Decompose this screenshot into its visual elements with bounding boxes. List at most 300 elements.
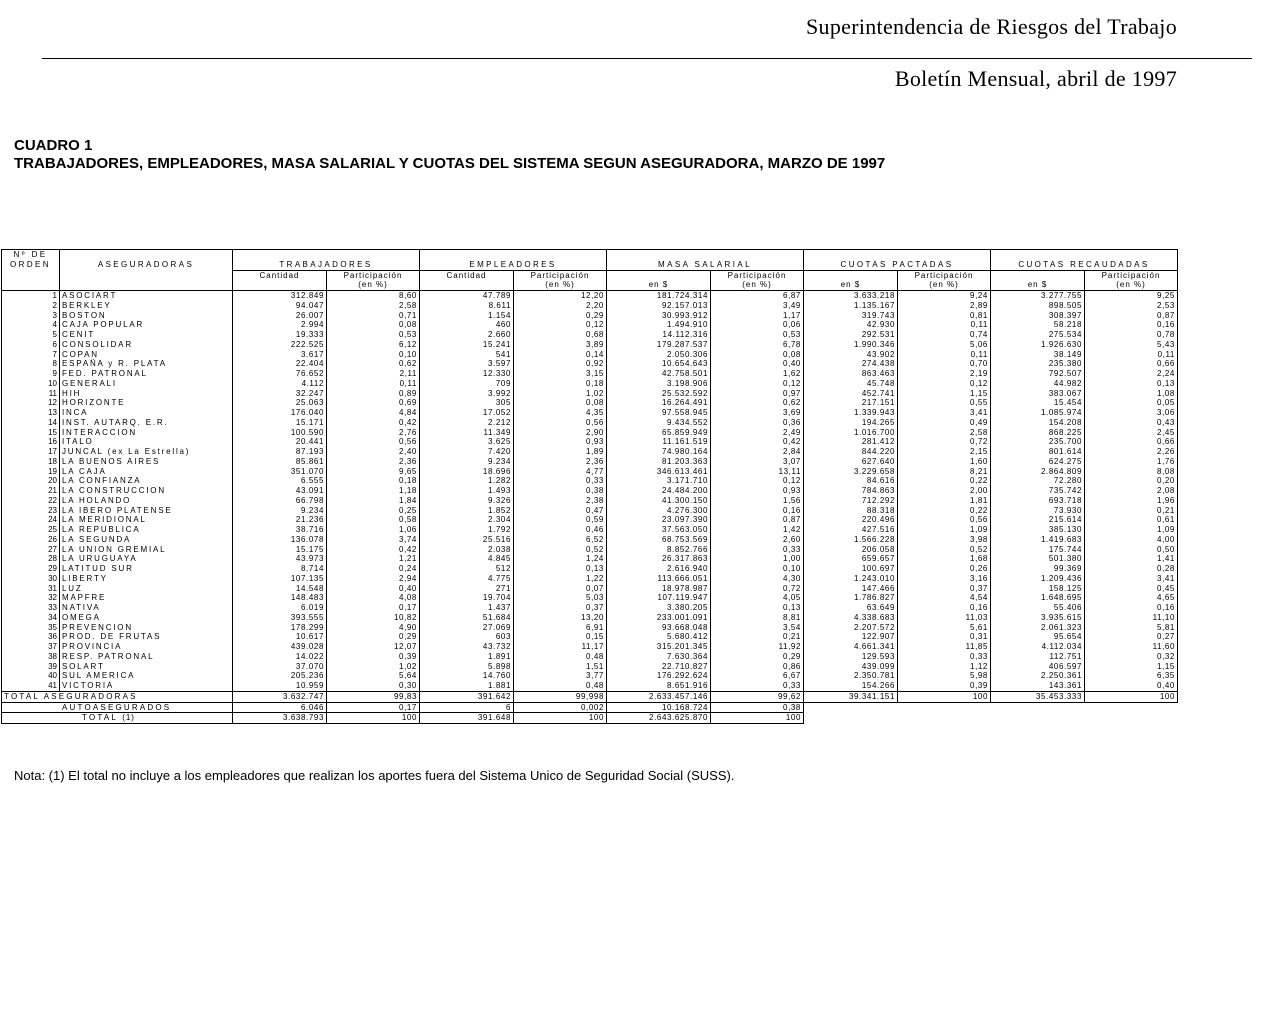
- cell-t-p: 0,71: [327, 311, 420, 321]
- cell-m-p: 4,05: [711, 593, 804, 603]
- cell-cr-s: 112.751: [991, 652, 1085, 662]
- cell-e-p: 4,77: [514, 467, 607, 477]
- cell-cp-p: 8,21: [898, 467, 991, 477]
- cell-e-p: 2,90: [514, 428, 607, 438]
- cell-e-p: 0,59: [514, 515, 607, 525]
- table-row: [2, 632, 1178, 642]
- cell-cp-p: 0,56: [898, 515, 991, 525]
- cell-t-c: 43.973: [233, 554, 327, 564]
- cell: 3.632.747: [233, 691, 327, 702]
- cell-cr-p: 2,26: [1085, 447, 1178, 457]
- cell-cr-p: 0,27: [1085, 632, 1178, 642]
- row-number: 21: [2, 486, 60, 496]
- cell-m-s: 11.161.519: [607, 437, 711, 447]
- cell-m-s: 18.978.987: [607, 584, 711, 594]
- cell-t-c: 20.441: [233, 437, 327, 447]
- cell-e-p: 0,48: [514, 652, 607, 662]
- cell-cp-p: 0,74: [898, 330, 991, 340]
- aseguradora-name: ASOCIART: [60, 291, 233, 301]
- cell-m-s: 8.852.766: [607, 545, 711, 555]
- cell-m-s: 14.112.316: [607, 330, 711, 340]
- cell-e-c: 305: [420, 398, 514, 408]
- cell-m-s: 16.264.491: [607, 398, 711, 408]
- cell-cr-p: 6,35: [1085, 671, 1178, 681]
- cell-cr-p: 3,06: [1085, 408, 1178, 418]
- cell-e-c: 18.696: [420, 467, 514, 477]
- cell-cp-s: 452.741: [804, 389, 898, 399]
- cell-cr-p: 0,66: [1085, 437, 1178, 447]
- row-number: 28: [2, 554, 60, 564]
- cell-m-s: 3.380.205: [607, 603, 711, 613]
- sub-en-pct: (en %): [711, 280, 804, 290]
- cell-t-c: 222.525: [233, 340, 327, 350]
- total-label: [2, 713, 233, 724]
- cell-cr-p: 1,15: [1085, 662, 1178, 672]
- aseguradora-name: INCA: [60, 408, 233, 418]
- cell-t-p: 2,76: [327, 428, 420, 438]
- cell-t-p: 1,18: [327, 486, 420, 496]
- sub-participacion: Participación: [711, 270, 804, 280]
- row-number: 11: [2, 389, 60, 399]
- cell: 35.453.333: [991, 691, 1085, 702]
- cell-cr-p: 1,09: [1085, 525, 1178, 535]
- row-number: 9: [2, 369, 60, 379]
- cell-m-p: 0,87: [711, 515, 804, 525]
- cuadro-title: TRABAJADORES, EMPLEADORES, MASA SALARIAL Y CUOTAS DEL SISTEMA SEGUN ASEGURADORA, MARZO DE 1997: [14, 155, 886, 172]
- aseguradora-name: FED. PATRONAL: [60, 369, 233, 379]
- aseguradora-name: CAJA POPULAR: [60, 320, 233, 330]
- row-number: 36: [2, 632, 60, 642]
- table-row: [2, 535, 1178, 545]
- cell-t-c: 85.861: [233, 457, 327, 467]
- cell-m-p: 0,33: [711, 681, 804, 691]
- cell: 0,38: [711, 702, 804, 713]
- cell-cr-s: 801.614: [991, 447, 1085, 457]
- cell-cr-p: 2,45: [1085, 428, 1178, 438]
- cell-m-s: 3.171.710: [607, 476, 711, 486]
- table-row: [2, 340, 1178, 350]
- cell-cp-s: 63.649: [804, 603, 898, 613]
- cell-e-c: 271: [420, 584, 514, 594]
- cell-cr-p: 0,28: [1085, 564, 1178, 574]
- cell-t-c: 94.047: [233, 301, 327, 311]
- table-row: [2, 671, 1178, 681]
- table-row: [2, 379, 1178, 389]
- cell-e-c: 1.792: [420, 525, 514, 535]
- cell-m-s: 181.724.314: [607, 291, 711, 301]
- sub-participacion: Participación: [514, 270, 607, 280]
- row-number: 20: [2, 476, 60, 486]
- aseguradora-name: LA CONSTRUCCION: [60, 486, 233, 496]
- row-number: 29: [2, 564, 60, 574]
- cell-e-c: 1.437: [420, 603, 514, 613]
- cell-cr-s: 2.061.323: [991, 623, 1085, 633]
- aseguradora-name: LA BUENOS AIRES: [60, 457, 233, 467]
- cell-cr-p: 1,41: [1085, 554, 1178, 564]
- sub-en-pct: (en %): [514, 280, 607, 290]
- cell: 100: [327, 713, 420, 724]
- cell-cr-s: 58.218: [991, 320, 1085, 330]
- autoasegurados-row: [2, 702, 1178, 713]
- cell-e-c: 9.234: [420, 457, 514, 467]
- sub-en-pesos: en $: [991, 280, 1085, 290]
- table-caption: [14, 137, 885, 173]
- cell-cp-s: 712.292: [804, 496, 898, 506]
- cell-cp-p: 0,22: [898, 476, 991, 486]
- cell-cp-p: 3,16: [898, 574, 991, 584]
- cell-m-p: 3,49: [711, 301, 804, 311]
- cell-cp-s: 2.207.572: [804, 623, 898, 633]
- sub-en-pesos: en $: [804, 280, 898, 290]
- table-row: [2, 662, 1178, 672]
- cell-e-p: 0,68: [514, 330, 607, 340]
- cell-m-p: 0,10: [711, 564, 804, 574]
- cell-cp-s: 45.748: [804, 379, 898, 389]
- cell-e-c: 603: [420, 632, 514, 642]
- cell-e-p: 2,36: [514, 457, 607, 467]
- cell-e-p: 2,38: [514, 496, 607, 506]
- cell-cr-p: 0,05: [1085, 398, 1178, 408]
- cell-cr-s: 1.648.695: [991, 593, 1085, 603]
- cell-cp-p: 1,81: [898, 496, 991, 506]
- cell-cp-s: 292.531: [804, 330, 898, 340]
- group-cuotas-recaudadas: CUOTAS RECAUDADAS: [991, 260, 1178, 270]
- table-row: [2, 574, 1178, 584]
- cell-m-s: 107.119.947: [607, 593, 711, 603]
- cell-m-s: 93.668.048: [607, 623, 711, 633]
- cell-cp-s: 1.243.010: [804, 574, 898, 584]
- cell-cr-p: 2,08: [1085, 486, 1178, 496]
- cell-e-c: 1.891: [420, 652, 514, 662]
- cell-m-p: 0,21: [711, 632, 804, 642]
- cell-t-p: 10,82: [327, 613, 420, 623]
- cell-cr-p: 1,96: [1085, 496, 1178, 506]
- row-number: 2: [2, 301, 60, 311]
- aseguradora-name: HORIZONTE: [60, 398, 233, 408]
- cell: 0,17: [327, 702, 420, 713]
- table-row: [2, 496, 1178, 506]
- row-number: 39: [2, 662, 60, 672]
- cell-e-p: 0,14: [514, 350, 607, 360]
- cell-cr-p: 5,43: [1085, 340, 1178, 350]
- cell-cr-p: 9,25: [1085, 291, 1178, 301]
- cell-cp-p: 3,41: [898, 408, 991, 418]
- cell-t-p: 12,07: [327, 642, 420, 652]
- row-number: 10: [2, 379, 60, 389]
- table-row: [2, 437, 1178, 447]
- table-row: [2, 447, 1178, 457]
- cell-m-s: 42.758.501: [607, 369, 711, 379]
- table-row: [2, 545, 1178, 555]
- cell-t-p: 9,65: [327, 467, 420, 477]
- cell-e-p: 0,07: [514, 584, 607, 594]
- cell-e-c: 8.611: [420, 301, 514, 311]
- cell-m-s: 65.859.949: [607, 428, 711, 438]
- cell-m-s: 2.616.940: [607, 564, 711, 574]
- aseguradora-name: LA URUGUAYA: [60, 554, 233, 564]
- cell-e-p: 0,48: [514, 681, 607, 691]
- cell-t-c: 100.590: [233, 428, 327, 438]
- sub-cantidad: Cantidad: [420, 270, 514, 280]
- cell-cp-s: 4.661.341: [804, 642, 898, 652]
- cell-cr-s: 99.369: [991, 564, 1085, 574]
- cell-cp-s: 220.496: [804, 515, 898, 525]
- aseguradora-name: LA REPUBLICA: [60, 525, 233, 535]
- cell-cp-s: 659.657: [804, 554, 898, 564]
- cell-cp-p: 0,37: [898, 584, 991, 594]
- row-number: 19: [2, 467, 60, 477]
- cell-e-c: 25.516: [420, 535, 514, 545]
- cell-cr-s: 3.935.615: [991, 613, 1085, 623]
- cell-t-p: 4,84: [327, 408, 420, 418]
- cell-cp-s: 1.566.228: [804, 535, 898, 545]
- table-row: [2, 291, 1178, 301]
- cell-cr-p: 0,13: [1085, 379, 1178, 389]
- group-empleadores: EMPLEADORES: [420, 260, 607, 270]
- cell: 391.642: [420, 691, 514, 702]
- aseguradora-name: HIH: [60, 389, 233, 399]
- cell-cr-p: 0,66: [1085, 359, 1178, 369]
- cell-cp-s: 1.135.167: [804, 301, 898, 311]
- cell-t-c: 351.070: [233, 467, 327, 477]
- cell-m-p: 0,97: [711, 389, 804, 399]
- cell-t-p: 4,90: [327, 623, 420, 633]
- cell: 6: [420, 702, 514, 713]
- organization-name: Superintendencia de Riesgos del Trabajo: [806, 14, 1177, 39]
- table-row: [2, 681, 1178, 691]
- table-row: [2, 486, 1178, 496]
- cell-cp-p: 0,55: [898, 398, 991, 408]
- cell-m-p: 0,93: [711, 486, 804, 496]
- cell-cp-s: 863.463: [804, 369, 898, 379]
- total-note: (1): [122, 713, 135, 723]
- cell-cp-p: 2,58: [898, 428, 991, 438]
- table-row: [2, 359, 1178, 369]
- cell-m-p: 0,06: [711, 320, 804, 330]
- cell-cp-s: 274.438: [804, 359, 898, 369]
- cell-cr-s: 624.275: [991, 457, 1085, 467]
- cell-t-p: 2,11: [327, 369, 420, 379]
- cell-cr-p: 0,87: [1085, 311, 1178, 321]
- row-number: 40: [2, 671, 60, 681]
- row-number: 5: [2, 330, 60, 340]
- cell: 99,83: [327, 691, 420, 702]
- cell-e-c: 3.992: [420, 389, 514, 399]
- col-orden-line1: Nº DE: [2, 250, 60, 260]
- cell-t-c: 87.193: [233, 447, 327, 457]
- cell-t-c: 6.555: [233, 476, 327, 486]
- aseguradora-name: PREVENCION: [60, 623, 233, 633]
- cell-cp-p: 5,98: [898, 671, 991, 681]
- cell-cr-s: 72.280: [991, 476, 1085, 486]
- cell-e-p: 0,12: [514, 320, 607, 330]
- cell-e-c: 5.898: [420, 662, 514, 672]
- aseguradora-name: LIBERTY: [60, 574, 233, 584]
- cell-e-c: 2.660: [420, 330, 514, 340]
- cell-m-s: 7.630.364: [607, 652, 711, 662]
- cell-cp-s: 122.907: [804, 632, 898, 642]
- cell-m-p: 2,60: [711, 535, 804, 545]
- cell-m-s: 37.563.050: [607, 525, 711, 535]
- cell-e-c: 709: [420, 379, 514, 389]
- cell-e-p: 0,08: [514, 398, 607, 408]
- cell-m-p: 2,84: [711, 447, 804, 457]
- table-row: [2, 428, 1178, 438]
- row-number: 32: [2, 593, 60, 603]
- cell-e-p: 0,37: [514, 603, 607, 613]
- table-row: [2, 320, 1178, 330]
- cell-e-c: 27.069: [420, 623, 514, 633]
- cell-t-c: 439.028: [233, 642, 327, 652]
- cell-t-p: 0,42: [327, 545, 420, 555]
- cell-e-p: 11,17: [514, 642, 607, 652]
- cell-e-p: 1,02: [514, 389, 607, 399]
- cell-e-p: 0,52: [514, 545, 607, 555]
- cell-t-c: 178.299: [233, 623, 327, 633]
- cell-m-s: 97.558.945: [607, 408, 711, 418]
- cell-cp-s: 1.339.943: [804, 408, 898, 418]
- row-number: 3: [2, 311, 60, 321]
- cell-e-p: 1,22: [514, 574, 607, 584]
- cell-cr-s: 1.419.683: [991, 535, 1085, 545]
- cell-cr-s: 383.067: [991, 389, 1085, 399]
- cell-m-s: 41.300.150: [607, 496, 711, 506]
- cell-m-p: 0,42: [711, 437, 804, 447]
- cell-e-c: 17.052: [420, 408, 514, 418]
- cell-m-s: 9.434.552: [607, 418, 711, 428]
- cell-cr-p: 0,16: [1085, 320, 1178, 330]
- row-number: 17: [2, 447, 60, 457]
- aseguradora-name: LA IBERO PLATENSE: [60, 506, 233, 516]
- row-number: 38: [2, 652, 60, 662]
- cell-cr-p: 8,08: [1085, 467, 1178, 477]
- cell-e-c: 1.852: [420, 506, 514, 516]
- table-row: [2, 515, 1178, 525]
- cell-cp-p: 2,15: [898, 447, 991, 457]
- cell-cp-p: 4,54: [898, 593, 991, 603]
- table-row: [2, 506, 1178, 516]
- total-text: TOTAL: [82, 713, 118, 723]
- cell-cr-p: 2,53: [1085, 301, 1178, 311]
- cell: 100: [898, 691, 991, 702]
- cell-m-s: 315.201.345: [607, 642, 711, 652]
- cell-cr-s: 15.454: [991, 398, 1085, 408]
- cell-e-p: 6,52: [514, 535, 607, 545]
- cell-e-p: 1,24: [514, 554, 607, 564]
- cell-cr-s: 308.397: [991, 311, 1085, 321]
- table-totals: [2, 691, 1178, 723]
- cell-t-c: 9.234: [233, 506, 327, 516]
- header-rule: [42, 58, 1252, 59]
- aseguradora-name: GENERALI: [60, 379, 233, 389]
- cell-m-p: 13,11: [711, 467, 804, 477]
- cell-e-p: 6,91: [514, 623, 607, 633]
- cell-e-c: 19.704: [420, 593, 514, 603]
- sub-cantidad: Cantidad: [233, 270, 327, 280]
- cell-cr-s: 1.926.630: [991, 340, 1085, 350]
- col-orden-line2: ORDEN: [2, 260, 60, 270]
- cell-t-c: 10.617: [233, 632, 327, 642]
- cell-m-p: 0,86: [711, 662, 804, 672]
- cell-cp-s: 427.516: [804, 525, 898, 535]
- table-row: [2, 525, 1178, 535]
- cell-e-c: 47.789: [420, 291, 514, 301]
- aseguradora-name: CENIT: [60, 330, 233, 340]
- cell-m-p: 0,13: [711, 603, 804, 613]
- aseguradora-name: LUZ: [60, 584, 233, 594]
- cell-cr-p: 1,76: [1085, 457, 1178, 467]
- cell-e-p: 3,89: [514, 340, 607, 350]
- cell-cp-p: 1,60: [898, 457, 991, 467]
- cell-t-c: 76.652: [233, 369, 327, 379]
- cell-cr-s: 73.930: [991, 506, 1085, 516]
- cell-m-p: 8,81: [711, 613, 804, 623]
- cell-cp-p: 2,00: [898, 486, 991, 496]
- cell-cr-p: 0,61: [1085, 515, 1178, 525]
- cell-t-p: 1,02: [327, 662, 420, 672]
- sub-en-pesos: en $: [607, 280, 711, 290]
- cell-cp-s: 1.786.827: [804, 593, 898, 603]
- cell-cp-p: 11,85: [898, 642, 991, 652]
- aseguradora-name: INTERACCION: [60, 428, 233, 438]
- cell-m-p: 0,72: [711, 584, 804, 594]
- cell-m-p: 0,33: [711, 545, 804, 555]
- cell-e-c: 15.241: [420, 340, 514, 350]
- cell-m-s: 74.980.164: [607, 447, 711, 457]
- cell-e-c: 1.493: [420, 486, 514, 496]
- cell-e-p: 0,92: [514, 359, 607, 369]
- cell-e-p: 3,77: [514, 671, 607, 681]
- cell-t-c: 38.716: [233, 525, 327, 535]
- cell-cp-p: 0,81: [898, 311, 991, 321]
- cell-t-p: 0,53: [327, 330, 420, 340]
- row-number: 33: [2, 603, 60, 613]
- cell-m-p: 0,08: [711, 350, 804, 360]
- aseguradora-name: LA UNION GREMIAL: [60, 545, 233, 555]
- cell-m-s: 2.050.306: [607, 350, 711, 360]
- cell-t-c: 32.247: [233, 389, 327, 399]
- cell-m-s: 23.097.390: [607, 515, 711, 525]
- cell-cp-p: 0,49: [898, 418, 991, 428]
- cell-m-p: 0,12: [711, 476, 804, 486]
- cell-t-c: 25.063: [233, 398, 327, 408]
- cell-m-s: 22.710.827: [607, 662, 711, 672]
- table-row: [2, 467, 1178, 477]
- cell-t-p: 5,64: [327, 671, 420, 681]
- cell-t-p: 2,40: [327, 447, 420, 457]
- cell-cp-p: 0,31: [898, 632, 991, 642]
- cell-cr-p: 0,43: [1085, 418, 1178, 428]
- cell-t-c: 107.135: [233, 574, 327, 584]
- cell-e-c: 7.420: [420, 447, 514, 457]
- sub-participacion: Participación: [898, 270, 991, 280]
- aseguradora-name: ESPAÑA y R. PLATA: [60, 359, 233, 369]
- cell-e-c: 4.845: [420, 554, 514, 564]
- table-header: [2, 250, 1178, 291]
- cell: 100: [514, 713, 607, 724]
- row-number: 22: [2, 496, 60, 506]
- cell-t-c: 37.070: [233, 662, 327, 672]
- cell-cr-s: 175.744: [991, 545, 1085, 555]
- cell-e-p: 0,18: [514, 379, 607, 389]
- cell-e-c: 460: [420, 320, 514, 330]
- cell-cp-s: 100.697: [804, 564, 898, 574]
- cell-m-s: 30.993.912: [607, 311, 711, 321]
- cell-e-p: 2,20: [514, 301, 607, 311]
- cell-t-p: 0,89: [327, 389, 420, 399]
- cell-t-c: 8.714: [233, 564, 327, 574]
- cell-m-s: 3.198.906: [607, 379, 711, 389]
